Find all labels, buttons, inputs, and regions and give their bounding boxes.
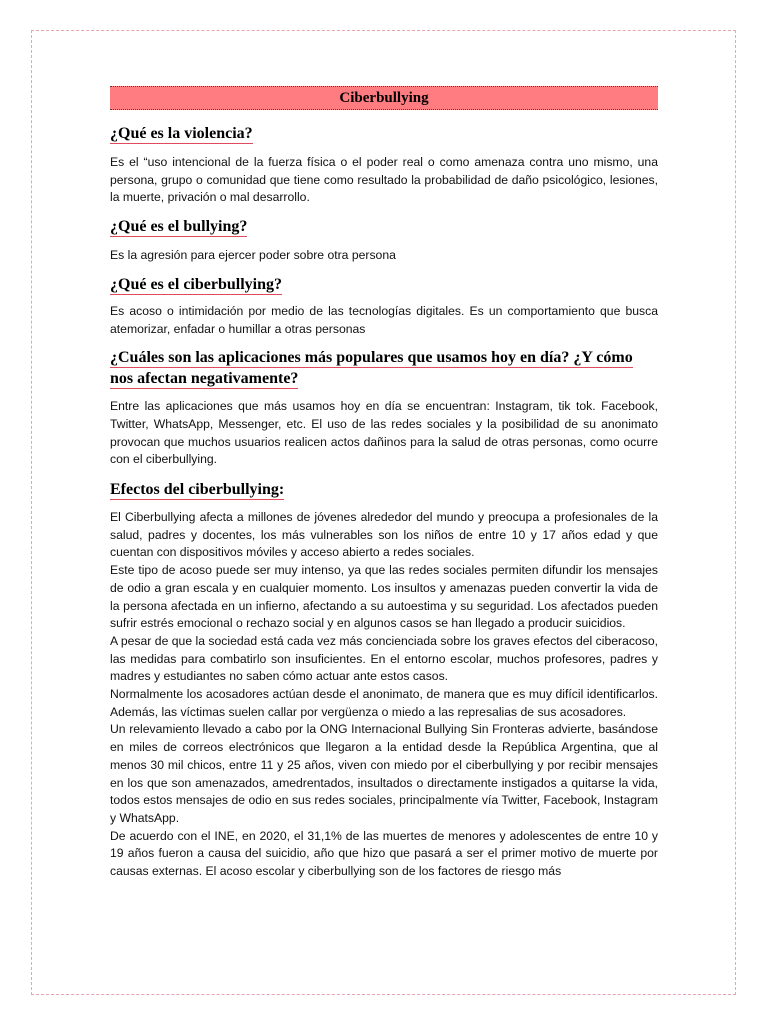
document-title: Ciberbullying: [110, 86, 658, 110]
section-heading-aplicaciones: ¿Cuáles son las aplicaciones más populares que usamos hoy en día? ¿Y cómo nos afectan negativamente?: [110, 349, 633, 388]
paragraph: Es acoso o intimidación por medio de las tecnologías digitales. Es un comportamiento que busca atemorizar, enfadar o humillar a otras personas: [110, 303, 658, 336]
section-heading-ciberbullying: ¿Qué es el ciberbullying?: [110, 275, 282, 293]
document-body: [110, 86, 658, 881]
paragraph: El Ciberbullying afecta a millones de jóvenes alrededor del mundo y preocupa a profesionales de la salud, padres y docentes, los más vulnerables son los niños de entre 10 y 17 años edad y que cuentan con dispositivos móviles y acceso abierto a redes sociales.: [110, 510, 658, 560]
section-heading-violencia: ¿Qué es la violencia?: [110, 125, 253, 142]
paragraph: Es la agresión para ejercer poder sobre otra persona: [110, 248, 396, 263]
paragraph: A pesar de que la sociedad está cada vez más concienciada sobre los graves efectos del ciberacoso, las medidas para combatirlo son insuficientes. En el entorno escolar, muchos profesores, padres y madres y estudiantes no saben cómo actuar ante estos casos.: [110, 633, 658, 684]
paragraph: Normalmente los acosadores actúan desde el anonimato, de manera que es muy difícil identificarlos. Además, las víctimas suelen callar por vergüenza o miedo a las represalias de sus acosadores.: [110, 687, 658, 719]
section-heading-bullying: ¿Qué es el bullying?: [110, 218, 248, 236]
paragraph: Es el “uso intencional de la fuerza física o el poder real o como amenaza contra uno mismo, una persona, grupo o comunidad que tiene como resultado la probabilidad de daño psicológico, lesiones, la muerte, privación o mal desarrollo.: [110, 155, 658, 205]
paragraph: Este tipo de acoso puede ser muy intenso, ya que las redes sociales permiten difundir los mensajes de odio a gran escala y en cualquier momento. Los insultos y amenazas pueden convertir la vida de la persona afectada en un infierno, afectando a su autoestima y su seguridad. Los afectados pueden sufrir estrés emocional o rechazo social y en algunos casos se han llegado a producir suicidios.: [110, 563, 658, 631]
paragraph: Entre las aplicaciones que más usamos hoy en día se encuentran: Instagram, tik tok. Facebook, Twitter, WhatsApp, Messenger, etc. El uso de las redes sociales y la posibilidad de su anonimato provocan que muchos usuarios realicen actos dañinos para la salud de otras personas, como ocurre con el ciberbullying.: [110, 399, 658, 467]
paragraph: Un relevamiento llevado a cabo por la ONG Internacional Bullying Sin Fronteras advierte, basándose en miles de correos electrónicos que llegaron a la entidad desde la República Argentina, que al menos 30 mil chicos, entre 11 y 25 años, viven con miedo por el ciberbullying y por recibir mensajes en los que son amenazados, amedrentados, insultados o directamente instigados a quitarse la vida, todos estos mensajes de odio en sus redes sociales, principalmente vía Twitter, Facebook, Instagram y WhatsApp.: [110, 722, 658, 825]
paragraph: De acuerdo con el INE, en 2020, el 31,1% de las muertes de menores y adolescentes de entre 10 y 19 años fueron a causa del suicidio, año que hizo que pasará a ser el primer motivo de muerte por causas externas. El acoso escolar y ciberbullying son de los factores de riesgo más: [110, 828, 658, 879]
section-heading-efectos: Efectos del ciberbullying:: [110, 481, 285, 499]
